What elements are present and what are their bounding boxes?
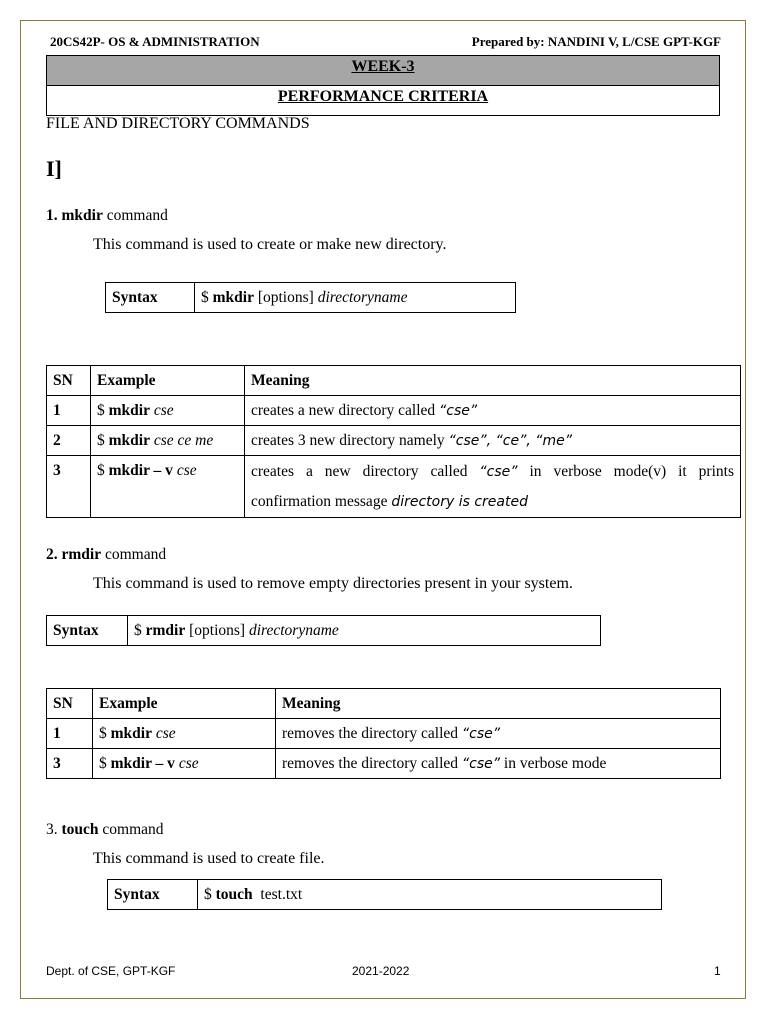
header-course: 20CS42P- OS & ADMINISTRATION xyxy=(50,34,260,49)
example-arg: cse xyxy=(153,402,174,419)
week-title: WEEK-3 xyxy=(46,55,720,86)
touch-cmd: touch xyxy=(61,821,99,838)
row-example xyxy=(91,396,245,426)
mkdir-heading xyxy=(46,207,168,225)
row-example xyxy=(91,456,245,518)
header-example: Example xyxy=(91,366,245,396)
meaning-italic: directory is created xyxy=(391,494,528,510)
syntax-value xyxy=(198,880,662,910)
syntax-label: Syntax xyxy=(106,283,195,313)
table-row xyxy=(47,749,721,779)
header-example: Example xyxy=(93,689,276,719)
syntax-opts: [options] xyxy=(257,289,314,306)
row-sn: 1 xyxy=(47,719,93,749)
meaning-text: removes the directory called xyxy=(282,755,459,772)
footer-page-number: 1 xyxy=(714,964,721,978)
table-row xyxy=(47,396,741,426)
syntax-cmd: rmdir xyxy=(145,622,186,639)
meaning-quote: “cse” xyxy=(461,756,501,772)
table-header-row xyxy=(47,689,721,719)
example-cmd: mkdir xyxy=(108,432,150,449)
rmdir-heading xyxy=(46,546,166,564)
example-cmd: mkdir xyxy=(110,725,152,742)
meaning-quote: “cse” xyxy=(439,403,478,419)
syntax-cmd: touch xyxy=(215,886,253,903)
row-meaning xyxy=(276,749,721,779)
syntax-value xyxy=(128,616,601,646)
meaning-text: creates a new directory called xyxy=(251,402,436,419)
table-row xyxy=(47,719,721,749)
syntax-cmd: mkdir xyxy=(212,289,254,306)
dollar-sign: $ xyxy=(97,402,105,419)
dollar-sign: $ xyxy=(99,725,107,742)
table-row xyxy=(47,426,741,456)
example-cmd: mkdir xyxy=(108,402,150,419)
touch-syntax-table xyxy=(107,879,662,910)
footer-dept: Dept. of CSE, GPT-KGF xyxy=(46,964,176,978)
mkdir-cmd: mkdir xyxy=(61,207,103,224)
header-meaning: Meaning xyxy=(245,366,741,396)
syntax-arg: directoryname xyxy=(248,622,339,639)
mkdir-example-table xyxy=(46,365,741,518)
syntax-arg: test.txt xyxy=(260,886,303,903)
syntax-label: Syntax xyxy=(47,616,128,646)
example-arg: cse xyxy=(176,462,197,479)
rmdir-syntax-table xyxy=(46,615,601,646)
meaning-quote: “cse”, “ce”, “me” xyxy=(448,433,573,449)
meaning-text-2: in verbose mode xyxy=(503,755,607,772)
example-arg: cse xyxy=(178,755,199,772)
row-example xyxy=(91,426,245,456)
meaning-text: creates a new directory called xyxy=(251,463,468,480)
row-sn: 3 xyxy=(47,456,91,518)
meaning-quote: “cse” xyxy=(479,464,518,480)
row-meaning xyxy=(245,396,741,426)
criteria-title: PERFORMANCE CRITERIA xyxy=(46,85,720,116)
syntax-opts: [options] xyxy=(189,622,246,639)
meaning-quote: “cse” xyxy=(461,726,501,742)
mkdir-desc: This command is used to create or make new directory. xyxy=(93,236,447,253)
header-sn: SN xyxy=(47,366,91,396)
rmdir-desc: This command is used to remove empty directories present in your system. xyxy=(93,575,573,592)
rmdir-word: command xyxy=(104,546,167,563)
header-meaning: Meaning xyxy=(276,689,721,719)
dollar-sign: $ xyxy=(201,289,209,306)
row-sn: 3 xyxy=(47,749,93,779)
row-sn: 2 xyxy=(47,426,91,456)
rmdir-example-table xyxy=(46,688,721,779)
part-heading: I] xyxy=(46,156,62,181)
table-row xyxy=(47,456,741,518)
touch-heading xyxy=(46,821,164,839)
example-cmd: mkdir – v xyxy=(108,462,173,479)
dollar-sign: $ xyxy=(97,462,105,479)
table-header-row xyxy=(47,366,741,396)
dollar-sign: $ xyxy=(134,622,142,639)
syntax-arg: directoryname xyxy=(317,289,408,306)
meaning-text-2: in verbose mode(v) it prints xyxy=(529,463,734,480)
syntax-label: Syntax xyxy=(108,880,198,910)
meaning-text: removes the directory called xyxy=(282,725,459,742)
touch-desc: This command is used to create file. xyxy=(93,850,325,867)
rmdir-num: 2. xyxy=(46,546,58,563)
dollar-sign: $ xyxy=(99,755,107,772)
row-meaning xyxy=(245,456,741,518)
meaning-text-3: confirmation message xyxy=(251,493,388,510)
example-arg: cse xyxy=(155,725,176,742)
row-sn: 1 xyxy=(47,396,91,426)
meaning-text: creates 3 new directory namely xyxy=(251,432,445,449)
footer-year: 2021-2022 xyxy=(352,964,410,978)
touch-word: command xyxy=(102,821,164,838)
example-cmd: mkdir – v xyxy=(110,755,175,772)
dollar-sign: $ xyxy=(97,432,105,449)
rmdir-cmd: rmdir xyxy=(61,546,102,563)
row-meaning xyxy=(245,426,741,456)
mkdir-num: 1. xyxy=(46,207,58,224)
mkdir-word: command xyxy=(106,207,168,224)
dollar-sign: $ xyxy=(204,886,212,903)
syntax-value xyxy=(195,283,516,313)
header-author: Prepared by: NANDINI V, L/CSE GPT-KGF xyxy=(471,34,721,49)
header-sn: SN xyxy=(47,689,93,719)
row-example xyxy=(93,749,276,779)
mkdir-syntax-table xyxy=(105,282,516,313)
example-arg: cse ce me xyxy=(153,432,214,449)
row-example xyxy=(93,719,276,749)
section-subtitle: FILE AND DIRECTORY COMMANDS xyxy=(46,115,310,132)
touch-num: 3. xyxy=(46,821,58,838)
row-meaning xyxy=(276,719,721,749)
